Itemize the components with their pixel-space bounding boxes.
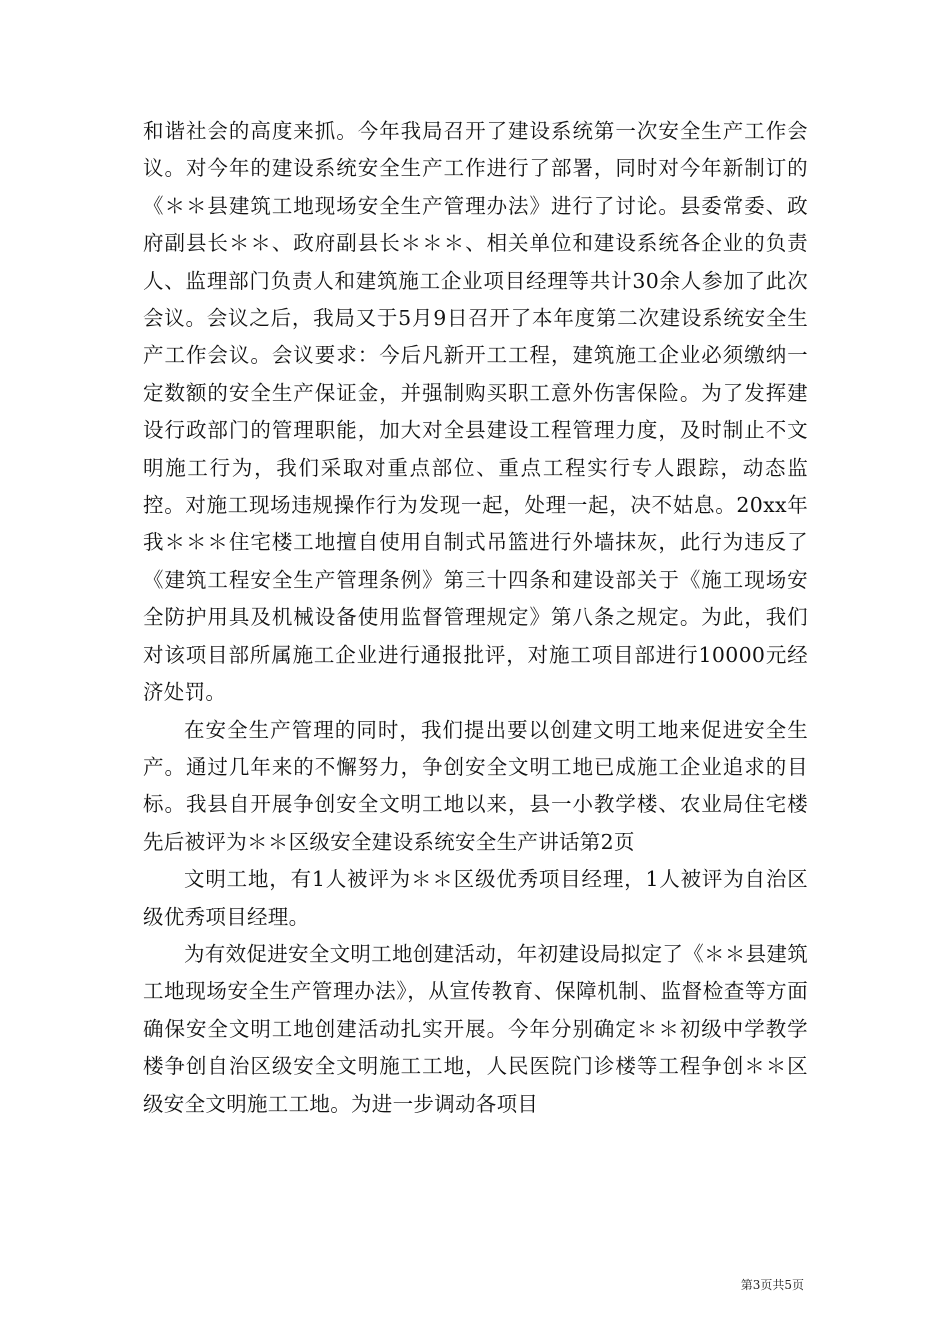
paragraph-3: 文明工地，有1人被评为＊＊区级优秀项目经理，1人被评为自治区级优秀项目经理。 <box>143 867 808 929</box>
paragraph-4: 为有效促进安全文明工地创建活动，年初建设局拟定了《＊＊县建筑工地现场安全生产管理办法》，从宣传教育、保障机制、监督检查等方面确保安全文明工地创建活动扎实开展。今年分别确定＊＊初级中学教学楼争创自治区级安全文明施工工地，人民医院门诊楼等工程争创＊＊区级安全文明施工工地。为进一步调动各项目 <box>143 941 808 1116</box>
document-body <box>143 113 808 1123</box>
paragraph-1: 和谐社会的高度来抓。今年我局召开了建设系统第一次安全生产工作会议。对今年的建设系统安全生产工作进行了部署，同时对今年新制订的《＊＊县建筑工地现场安全生产管理办法》进行了讨论。县委常委、政府副县长＊＊、政府副县长＊＊＊、相关单位和建设系统各企业的负责人、监理部门负责人和建筑施工企业项目经理等共计30余人参加了此次会议。会议之后，我局又于5月9日召开了本年度第二次建设系统安全生产工作会议。会议要求：今后凡新开工工程，建筑施工企业必须缴纳一定数额的安全生产保证金，并强制购买职工意外伤害保险。为了发挥建设行政部门的管理职能，加大对全县建设工程管理力度，及时制止不文明施工行为，我们采取对重点部位、重点工程实行专人跟踪，动态监控。对施工现场违规操作行为发现一起，处理一起，决不姑息。20xx年我＊＊＊住宅楼工地擅自使用自制式吊篮进行外墙抹灰，此行为违反了《建筑工程安全生产管理条例》第三十四条和建设部关于《施工现场安全防护用具及机械设备使用监督管理规定》第八条之规定。为此，我们对该项目部所属施工企业进行通报批评，对施工项目部进行10000元经济处罚。 <box>143 119 808 705</box>
paragraph-2: 在安全生产管理的同时，我们提出要以创建文明工地来促进安全生产。通过几年来的不懈努力，争创安全文明工地已成施工企业追求的目标。我县自开展争创安全文明工地以来，县一小教学楼、农业局住宅楼先后被评为＊＊区级安全建设系统安全生产讲话第2页 <box>143 717 808 854</box>
page-number-footer: 第3页共5页 <box>740 1278 804 1292</box>
